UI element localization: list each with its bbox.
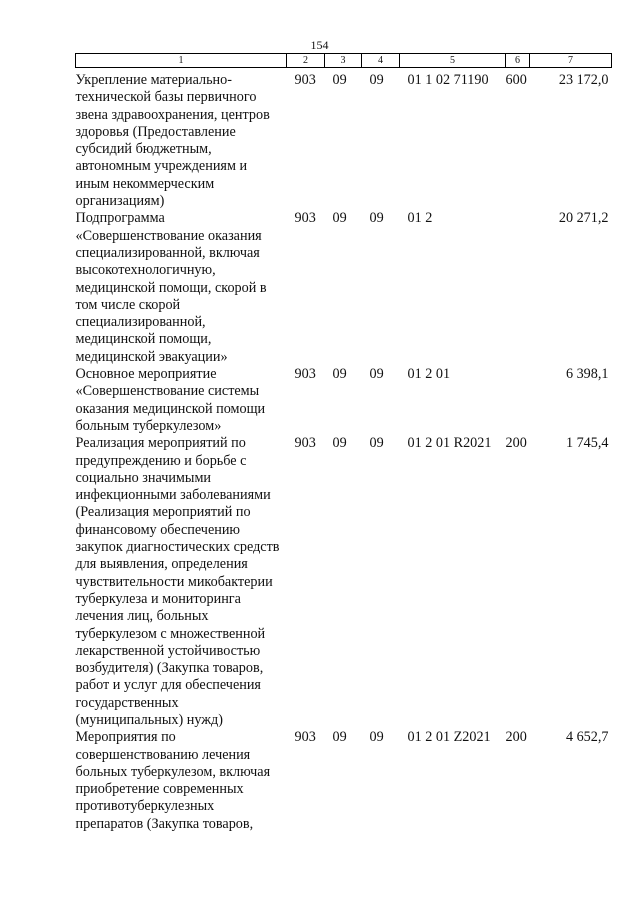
target-article-code: 01 2 01 <box>407 366 451 383</box>
item-name: Укрепление материально-технической базы первичного звена здравоохранения, центров здоровья (Предоставление субсидий бюджетным, автономным учреждениям и иным некоммерческим организациям) <box>75 72 270 210</box>
ministry-code: 903 <box>294 435 316 452</box>
subsection-code: 09 <box>369 435 384 452</box>
subsection-code: 09 <box>369 72 384 88</box>
expense-type-code: 200 <box>505 435 527 452</box>
ministry-code: 903 <box>294 210 316 227</box>
item-name: Реализация мероприятий по предупреждению и борьбе с социально значимыми инфекционными заболеваниями (Реализация мероприятий по финансовому обеспечению закупок диагностических средств для выявления, определения чувствительности микобактерии туберкулеза и мониторинга лечения лиц, больных туберкулезом с множественной лекарственной устойчивостью возбудителя) (Закупка товаров, работ и услуг для обеспечения государственных (муниципальных) нужд) <box>75 435 280 728</box>
section-code: 09 <box>332 729 347 746</box>
column-header-6: 6 <box>506 54 530 68</box>
column-header-4: 4 <box>362 54 400 68</box>
table-row <box>76 435 612 729</box>
table-header <box>76 54 612 68</box>
expense-type-code <box>506 210 530 366</box>
target-article-code: 01 1 02 71190 <box>407 72 489 88</box>
section-code: 09 <box>332 210 347 227</box>
item-name: Основное мероприятие «Совершенствование системы оказания медицинской помощи больным туберкулезом» <box>75 366 266 434</box>
item-name: Подпрограмма «Совершенствование оказания специализированной, включая высокотехнологичную, медицинской помощи, скорой в том числе скорой специализированной, медицинской помощи, медицинской эвакуации» <box>75 210 267 365</box>
column-header-1: 1 <box>76 54 287 68</box>
amount: 20 271,2 <box>558 210 609 227</box>
target-article-code: 01 2 01 Z2021 <box>407 729 491 746</box>
subsection-code: 09 <box>369 729 384 746</box>
target-article-code: 01 2 <box>407 210 433 227</box>
amount: 6 398,1 <box>565 366 609 383</box>
amount: 1 745,4 <box>565 435 609 452</box>
expense-type-code <box>506 366 530 435</box>
table-row <box>76 729 612 833</box>
column-header-2: 2 <box>287 54 325 68</box>
ministry-code: 903 <box>294 366 316 383</box>
amount: 23 172,0 <box>558 72 609 88</box>
target-article-code: 01 2 01 R2021 <box>407 435 492 452</box>
subsection-code: 09 <box>369 210 384 227</box>
expense-type-code: 600 <box>505 72 527 88</box>
section-code: 09 <box>332 435 347 452</box>
subsection-code: 09 <box>369 366 384 383</box>
page-number: 154 <box>310 38 329 52</box>
ministry-code: 903 <box>294 729 316 746</box>
column-header-5: 5 <box>400 54 506 68</box>
amount: 4 652,7 <box>565 729 609 746</box>
item-name: Мероприятия по совершенствованию лечения больных туберкулезом, включая приобретение современных противотуберкулезных препаратов (Закупка товаров, <box>75 729 271 832</box>
column-header-7: 7 <box>530 54 612 68</box>
budget-table <box>75 53 612 833</box>
ministry-code: 903 <box>294 72 316 88</box>
section-code: 09 <box>332 72 347 88</box>
column-header-3: 3 <box>325 54 362 68</box>
table-row <box>76 210 612 366</box>
expense-type-code: 200 <box>505 729 527 746</box>
table-row <box>76 68 612 211</box>
table-row <box>76 366 612 435</box>
section-code: 09 <box>332 366 347 383</box>
